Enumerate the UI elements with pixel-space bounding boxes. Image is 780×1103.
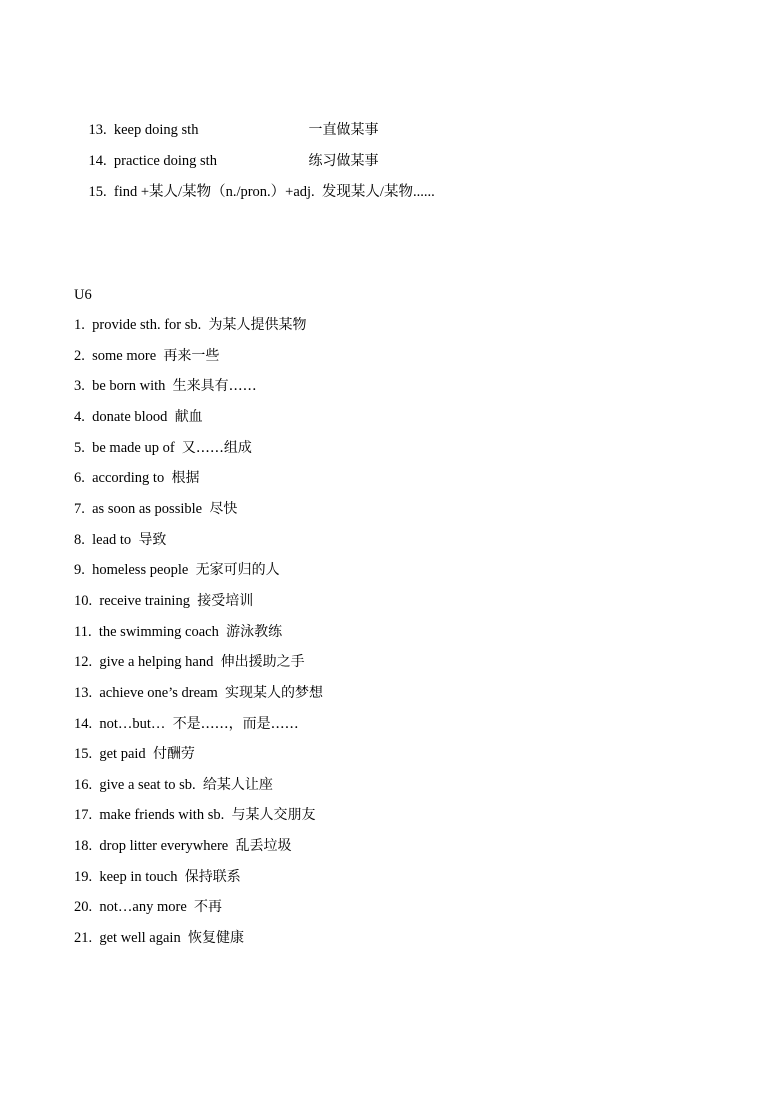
list-item: [74, 376, 257, 396]
item-chinese: 无家可归的人: [195, 562, 280, 579]
item-english: get paid: [99, 746, 146, 763]
list-item: [74, 622, 282, 642]
item-chinese: 伸出援助之手: [220, 654, 305, 671]
item-english: practice doing sth: [113, 153, 217, 169]
list-item: [74, 744, 195, 764]
item-text: find +某人/某物（n./pron.）+adj. 发现某人/某物......: [113, 184, 435, 200]
list-item: [74, 591, 253, 611]
item-number: 3.: [74, 378, 85, 395]
item-english: give a seat to sb.: [99, 776, 196, 793]
list-item: [74, 805, 315, 825]
item-english: get well again: [99, 930, 181, 946]
item-number: 13.: [88, 122, 107, 138]
item-number: 5.: [74, 439, 85, 456]
item-chinese: 导致: [138, 531, 167, 548]
item-number: 8.: [74, 531, 85, 548]
item-chinese: 不是……，而是……: [172, 715, 299, 732]
item-english: the swimming coach: [98, 623, 219, 640]
item-number: 20.: [74, 899, 93, 916]
list-item: [74, 346, 219, 366]
item-english: not…but…: [99, 715, 166, 732]
list-item: [74, 499, 237, 519]
item-number: 15.: [74, 746, 93, 763]
list-item: [74, 928, 244, 948]
item-chinese-text: 一直做某事: [308, 122, 379, 138]
item-number: 12.: [74, 654, 93, 671]
item-english: drop litter everywhere: [99, 838, 229, 854]
item-chinese: 乱丢垃圾: [235, 838, 292, 854]
item-number: 19.: [74, 868, 93, 885]
item-number: 6.: [74, 470, 85, 487]
item-english: be born with: [92, 378, 166, 395]
item-number: 15.: [88, 184, 107, 200]
item-number: 21.: [74, 930, 93, 946]
list-item: [74, 407, 203, 427]
item-chinese: 献血: [174, 408, 203, 425]
item-number: 18.: [74, 838, 93, 854]
item-english: homeless people: [92, 562, 189, 579]
item-english: receive training: [99, 592, 190, 609]
item-number: 9.: [74, 562, 85, 579]
item-english: provide sth. for sb.: [92, 317, 202, 333]
list-item: [74, 652, 305, 672]
list-item: [74, 683, 323, 703]
item-chinese: 为某人提供某物: [208, 317, 307, 333]
item-english: some more: [92, 347, 157, 364]
item-english: be made up of: [92, 439, 175, 456]
list-item: [74, 836, 291, 856]
item-english: according to: [92, 470, 165, 487]
item-chinese: 再来一些: [163, 347, 220, 364]
item-chinese: 尽快: [209, 500, 238, 517]
list-item: [74, 897, 222, 917]
list-item: [74, 714, 299, 734]
item-chinese: 根据: [171, 470, 200, 487]
section-heading: U6: [74, 287, 92, 303]
item-english: lead to: [92, 531, 132, 548]
item-english: as soon as possible: [92, 500, 203, 517]
item-english: keep doing sth: [113, 122, 199, 138]
item-number: 10.: [74, 592, 93, 609]
item-chinese: 给某人让座: [202, 776, 273, 793]
item-chinese: 实现某人的梦想: [224, 684, 323, 701]
item-number: 11.: [74, 623, 92, 640]
item-chinese: 恢复健康: [187, 930, 244, 946]
item-number: 14.: [88, 153, 107, 169]
item-english: not…any more: [99, 899, 187, 916]
item-chinese: 保持联系: [184, 868, 241, 885]
item-number: 7.: [74, 500, 85, 517]
item-english: keep in touch: [99, 868, 178, 885]
item-number: 2.: [74, 347, 85, 364]
list-item: [74, 867, 241, 887]
item-number: 13.: [74, 684, 93, 701]
item-number: 4.: [74, 408, 85, 425]
list-item: [74, 530, 166, 550]
item-english: achieve one’s dream: [99, 684, 218, 701]
item-chinese-text: 练习做某事: [308, 153, 379, 169]
item-number: 17.: [74, 807, 93, 824]
phrase-item: [74, 162, 435, 222]
item-chinese: 付酬劳: [152, 746, 195, 763]
item-number: 1.: [74, 317, 85, 333]
item-chinese: 又……组成: [181, 439, 252, 456]
list-item: [74, 775, 273, 795]
list-item: [74, 438, 252, 458]
item-english: make friends with sb.: [99, 807, 225, 824]
item-english: give a helping hand: [99, 654, 214, 671]
item-chinese: 生来具有……: [172, 378, 257, 395]
item-english: donate blood: [92, 408, 168, 425]
item-chinese: 接受培训: [197, 592, 254, 609]
item-chinese: 游泳教练: [226, 623, 283, 640]
item-number: 16.: [74, 776, 93, 793]
item-chinese: 不再: [194, 899, 223, 916]
list-item: [74, 560, 280, 580]
list-item: [74, 468, 199, 488]
list-item: [74, 315, 307, 335]
item-number: 14.: [74, 715, 93, 732]
item-chinese: 与某人交朋友: [231, 807, 316, 824]
